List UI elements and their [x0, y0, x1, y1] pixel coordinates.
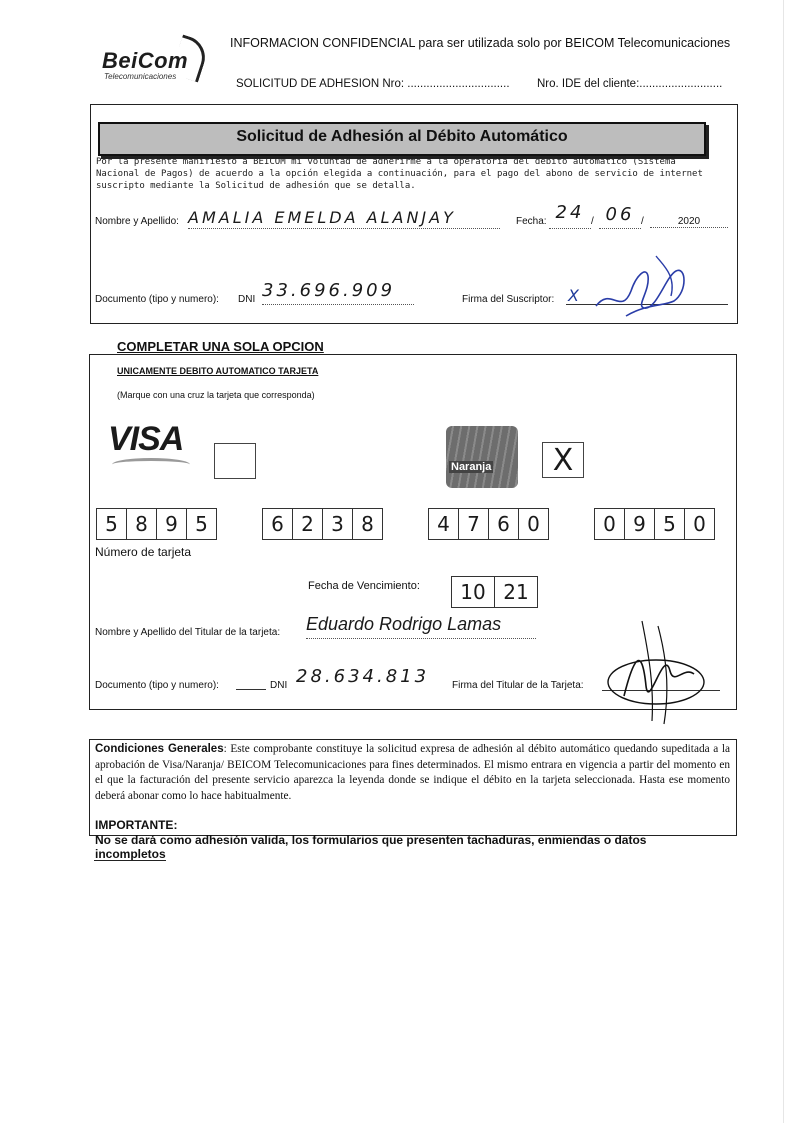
naranja-logo: Naranja — [451, 461, 492, 473]
important-label: IMPORTANTE: — [95, 818, 178, 832]
visa-checkbox[interactable] — [214, 443, 256, 479]
date-year-field[interactable]: 2020 — [650, 216, 728, 228]
ide-field[interactable]: .......................... — [639, 78, 723, 90]
card-digit[interactable]: 5 — [96, 508, 126, 540]
holder-signature-field[interactable] — [602, 676, 720, 691]
naranja-x-mark: X — [552, 442, 574, 478]
important-underline — [94, 860, 166, 861]
name-field[interactable]: AMALIA EMELDA ALANJAY — [188, 208, 500, 229]
card-digit[interactable]: 2 — [292, 508, 322, 540]
conditions-paragraph — [95, 742, 730, 804]
beicom-logo: BeiCom — [102, 48, 189, 73]
card-number-group-3 — [428, 508, 549, 538]
logo-subtitle: Telecomunicaciones — [104, 72, 177, 81]
card-subheading: UNICAMENTE DEBITO AUTOMATICO TARJETA — [117, 366, 319, 376]
subscriber-signature-field[interactable] — [566, 286, 728, 305]
holder-doc-field[interactable]: 28.634.813 — [296, 666, 430, 687]
solicitud-number — [236, 78, 510, 90]
holder-name-label: Nombre y Apellido del Titular de la tarjeta: — [95, 627, 281, 638]
name-label: Nombre y Apellido: — [95, 216, 179, 227]
card-digit[interactable]: 8 — [126, 508, 156, 540]
document-type: DNI — [238, 294, 256, 305]
card-number-group-1 — [96, 508, 217, 538]
card-digit[interactable]: 3 — [322, 508, 352, 540]
card-number-group-4 — [594, 508, 715, 538]
important-text: No se dará como adhesión valida, los formularios que presenten tachaduras, enmiendas o datos incompletos — [95, 833, 647, 861]
visa-logo: VISA — [108, 420, 184, 458]
holder-signature-icon — [594, 616, 724, 726]
card-digit[interactable]: 0 — [684, 508, 715, 540]
card-number-label: Número de tarjeta — [95, 545, 192, 559]
card-digit[interactable]: 9 — [156, 508, 186, 540]
options-heading: COMPLETAR UNA SOLA OPCION — [117, 339, 324, 354]
card-digit[interactable]: 7 — [458, 508, 488, 540]
card-digit[interactable]: 5 — [186, 508, 217, 540]
form-title: Solicitud de Adhesión al Débito Automático — [236, 128, 568, 145]
conditions-text: : Este comprobante constituye la solicitud expresa de adhesión al débito automático quedando supeditada a la aprobación de Visa/Naranja/ BEICOM Telecomunicaciones para fines determinados. El mismo entrara en vigencia a partir del momento en el que la facturación del presente servicio aparezca la leyenda donde se indique el débito en la tarjeta seleccionada. Hasta ese momento deberá abonar como lo hace habitualmente. — [95, 743, 730, 802]
card-number-group-2 — [262, 508, 383, 538]
date-month-field[interactable]: 06 — [599, 204, 641, 229]
ide-label: Nro. IDE del cliente: — [537, 78, 640, 90]
page-edge — [783, 0, 784, 1123]
naranja-checkbox[interactable] — [542, 442, 584, 478]
client-ide — [537, 78, 722, 90]
holder-doc-rule — [236, 688, 266, 690]
date-separator: / — [591, 216, 594, 227]
holder-name-field[interactable]: Eduardo Rodrigo Lamas — [306, 614, 536, 639]
date-separator: / — [641, 216, 644, 227]
expiry-month[interactable]: 10 — [451, 576, 494, 608]
card-digit[interactable]: 9 — [624, 508, 654, 540]
card-digit[interactable]: 6 — [488, 508, 518, 540]
holder-doc-type: DNI — [270, 680, 288, 691]
conditions-title: Condiciones Generales — [95, 743, 224, 755]
signature-label: Firma del Suscriptor: — [462, 294, 555, 305]
expiry-year[interactable]: 21 — [494, 576, 538, 608]
holder-doc-label: Documento (tipo y numero): — [95, 680, 219, 691]
holder-signature-label: Firma del Titular de la Tarjeta: — [452, 680, 584, 691]
card-digit[interactable]: 4 — [428, 508, 458, 540]
document-label: Documento (tipo y numero): — [95, 294, 219, 305]
solicitud-label: SOLICITUD DE ADHESION Nro: — [236, 78, 405, 90]
logo-arc-icon — [170, 35, 210, 83]
confidential-notice: INFORMACION CONFIDENCIAL para ser utilizada solo por BEICOM Telecomunicaciones — [230, 36, 731, 50]
card-digit[interactable]: 5 — [654, 508, 684, 540]
subscriber-signature-icon — [586, 246, 696, 326]
card-digit[interactable]: 0 — [518, 508, 549, 540]
card-digit[interactable]: 6 — [262, 508, 292, 540]
solicitud-number-field[interactable]: ................................ — [407, 78, 510, 90]
naranja-card-icon — [446, 426, 518, 488]
card-instruction: (Marque con una cruz la tarjeta que corresponda) — [117, 390, 315, 400]
date-label: Fecha: — [516, 216, 547, 227]
expiry-label: Fecha de Vencimiento: — [308, 580, 420, 592]
signature-x-mark: X — [568, 286, 582, 305]
card-digit[interactable]: 0 — [594, 508, 624, 540]
date-day-field[interactable]: 24 — [549, 202, 591, 229]
card-digit[interactable]: 8 — [352, 508, 383, 540]
expiry-field — [451, 576, 538, 606]
visa-swoosh-icon — [112, 458, 190, 471]
intro-paragraph: Por la presente manifiesto a BEICOM mi voluntad de adherirme a la operatoria del débito automático (Sistema Nacional de Pagos) de acuerdo a la opción elegida a continuación, para el pago del abono de servicio de internet suscripto mediante la Solicitud de adhesión que se detalla. — [96, 157, 703, 191]
document-field[interactable]: 33.696.909 — [262, 280, 414, 305]
